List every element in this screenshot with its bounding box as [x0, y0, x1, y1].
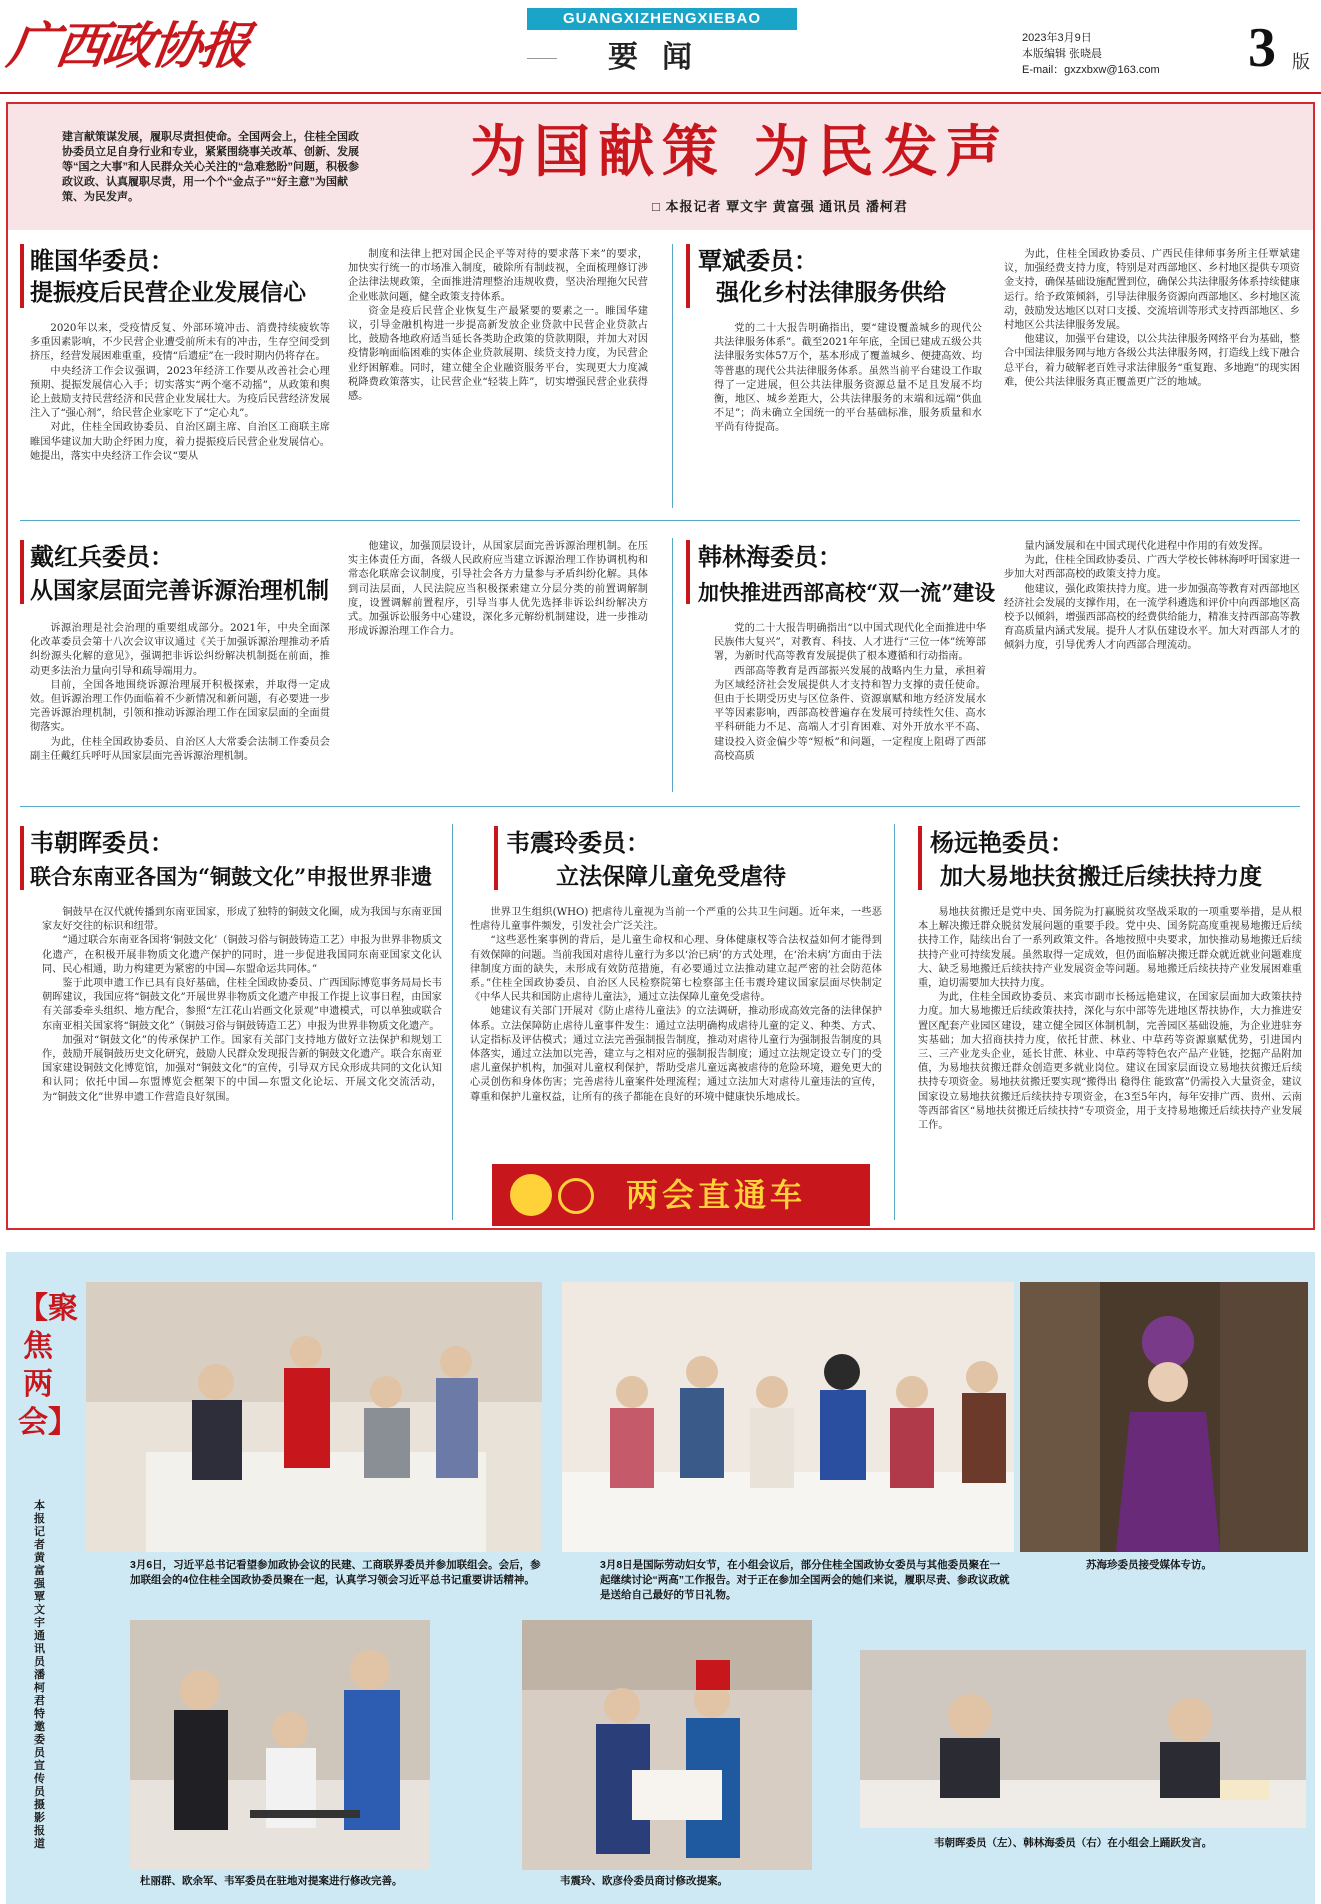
page-editor: 本版编辑 张晓晨: [1022, 48, 1103, 60]
row-divider: [20, 806, 1300, 807]
article-title: 联合东南亚各国为“铜鼓文化”申报世界非遗: [30, 864, 433, 889]
article-body-col2: 他建议，加强顶层设计，从国家层面完善诉源治理机制。在压实主体责任方面，各级人民政府应当建立诉源治理工作协调机构和常态化联席会议制度，引导社会各方力量参与矛盾纠纷化解。具体到司法层面，人民法院应当积极探索建立分层分类的前置调解制度，设置调解前置程序，引导当事人优先选择非诉讼纠纷解决方式。加强诉讼服务中心建设，深化多元解纷机制建设，进一步推动形成诉源治理工作合力。: [348, 541, 648, 638]
article-body: 世界卫生组织(WHO) 把虐待儿童视为当前一个严重的公共卫生问题。近年来，一些恶性虐待儿童事件频发，引发社会广泛关注。 “这些恶性案事例的背后，是儿童生命权和心理、身体健康权等合法权益如何才能得到有效保障的问题。当前我国对虐待儿童行为多以‘治已病’的方式处理，在‘治未病’方面由于法律制度方面的缺失，未形成有效防范措施，有必要通过立法推动建立起严密的社会防范体系。”住桂全国政协委员、自治区人民检察院第七检察部主任韦震玲建议国家层面尽快制定《中华人民共和国防止虐待儿童法》，通过立法保障儿童免受虐待。 她建议有关部门开展对《防止虐待儿童法》的立法调研，推动形成高效完备的法律保护体系。立法保障防止虐待儿童事件发生：通过立法明确构成虐待儿童的定义、种类、方式、认定指标及评估模式；通过立法完善强制报告制度，推动对虐待儿童行为强制报告制度的具体落实，通过立法加以完善，建立与之相对应的强制报告制度；通过立法规定设立专门的受虐儿童保护机构，加强对儿童权利保护，帮助受虐儿童远离被虐待的危险环境，避免更大的心灵创伤和身体伤害；完善虐待儿童案件处理流程；通过立法加大对虐待儿童违法的宣传，尊重和保护儿童权益，让所有的孩子都能在良好的环境中健康快乐地成长。: [470, 907, 882, 1103]
column-divider: [672, 244, 673, 508]
article-title: 立法保障儿童免受虐待: [556, 863, 786, 890]
photo-proposal-revision: [130, 1620, 430, 1870]
article-body: 易地扶贫搬迁是党中央、国务院为打赢脱贫攻坚战采取的一项重要举措，是从根本上解决搬迁群众脱贫发展问题的重要手段。党中央、国务院高度重视易地搬迁后续扶持工作，陆续出台了一系列政策文件。各地按照中央要求，加快推动易地搬迁后续扶持产业可持续发展。虽然取得一定成效，但仍面临解决搬迁群众就近就业问题难度大、缺乏易地搬迁后续扶持产业发展资金等问题。易地搬迁后续扶持产业发展困难重重，迫切需要加大扶持力度。 为此，住桂全国政协委员、来宾市副市长杨远艳建议，在国家层面加大政策扶持力度。加大易地搬迁后续政策扶持，深化与东中部等先进地区帮扶协作，大力推进安置区配套产业园区建设，建立健全园区体制机制，完善园区基础设施，为企业进驻夯实基础；加大招商扶持力度，依托甘蔗、林业、中草药等资源禀赋优势，引进国内三、三产业龙头企业，延长甘蔗、林业、中草药等特色农产品产业链，挖掘产品附加值，为易地扶贫搬迁群众创造更多就业岗位。建议在国家层面设立易地扶贫搬迁后续扶持专项资金。易地扶贫搬迁要实现“搬得出 稳得住 能致富”仍需投入大量资金，建议国家设立易地扶贫搬迁后续扶持专项资金，在3至5年内，每年安排广西、贵州、云南等西部省区“易地扶贫搬迁后续扶持”专项资金，用于支持易地搬迁后续扶持产业发展工作。: [918, 907, 1302, 1132]
lianghui-banner: [492, 1164, 870, 1226]
issue-meta: [1022, 30, 1160, 78]
article-body-col2: 制度和法律上把对国企民企平等对待的要求落下来”的要求，加快实行统一的市场准入制度，破除所有制歧视，全面梳理修订涉企法律法规政策，全面推进清理整治违规收费，坚决治理拖欠民营企业账款问题，健全政策支持体系。 资金是疫后民营企业恢复生产最紧要的要素之一。睢国华建议，引导金融机构进一步提高新发放企业贷款中民营企业贷款占比，鼓励各地政府适当延长各类助企政策的贷款期限，并加大对因疫情影响面临困难的实体企业贷款展期、续贷支持力度，为民营企业纾困解难。同时，建立健全企业融资服务平台，实现更大力度减税降费政策落实，让民营企业“轻装上阵”，切实增强民营企业获得感。: [348, 249, 648, 403]
row-divider: [20, 520, 1300, 521]
article-title: 提振疫后民营企业发展信心: [30, 279, 306, 306]
banner-text: 两会直通车: [625, 1176, 806, 1214]
cppcc-emblem-icon: [558, 1178, 594, 1214]
article-marker: [494, 826, 498, 890]
photo-caption: 韦朝晖委员（左）、韩林海委员（右）在小组会上踊跃发言。: [934, 1837, 1213, 1849]
issue-date: 2023年3月9日: [1022, 32, 1092, 44]
photo-group-meeting: [860, 1650, 1306, 1828]
article-kicker: 韦朝晖委员：: [30, 828, 174, 857]
article-body-col2: 量内涵发展和在中国式现代化进程中作用的有效发挥。 为此，住桂全国政协委员、广西大学校长韩林海呼吁国家进一步加大对西部高校的政策支持力度。 他建议，强化政策扶持力度。进一步加强高等教育对西部地区经济社会发展的支撑作用，在一流学科遴选和评价中向西部地区高校予以倾斜，增强西部高校的经费供给能力，精准支持西部高等教育高质量内涵式发展。提升人才队伍建设水平。加大对西部人才的倾斜力度，引导优秀人才向西部合理流动。: [1004, 541, 1300, 652]
photo-proposal-discussion: [522, 1620, 812, 1870]
photo-women-delegates: [562, 1282, 1014, 1552]
photo-delegates-study: [86, 1282, 542, 1552]
photo-image: [522, 1620, 812, 1870]
article-marker: [686, 540, 690, 604]
article-body: 铜鼓早在汉代就传播到东南亚国家，形成了独特的铜鼓文化圈，成为我国与东南亚国家友好交往的标识和纽带。 “通过联合东南亚各国将‘铜鼓文化’（铜鼓习俗与铜鼓铸造工艺）申报为世界非物质文化遗产，在积极开展非物质文化遗产保护的同时，进一步促进我国同东南亚国家文化认同、民心相通，助力构建更为紧密的中国—东盟命运共同体。” 鉴于此项申遗工作已具有良好基础，住桂全国政协委员、广西国际博览事务局局长韦朝晖建议，我国应将“铜鼓文化”开展世界非物质文化遗产申报工作提上议事日程，由国家有关部委牵头组织、地方配合，参照“左江花山岩画文化景观”申遗模式，可以单独或联合东南亚相关国家将“铜鼓文化”（铜鼓习俗与铜鼓铸造工艺）申报为世界非物质文化遗产。 加强对“铜鼓文化”的传承保护工作。国家有关部门支持地方做好立法保护和规划工作，鼓励开展铜鼓历史文化研究，鼓励人民群众发现报告新的铜鼓文化遗产。联合东南亚国家建设铜鼓文化博览馆，加强对“铜鼓文化”的宣传，引导双方民众形成共同的文化认知和认同；依托中国—东盟博览会框架下的中国—东盟文化论坛、开展文化交流活动，为“铜鼓文化”世界申遗工作营造良好氛围。: [42, 907, 442, 1103]
column-divider: [452, 824, 453, 1220]
contact-email[interactable]: E-mail：gxzxbxw@163.com: [1022, 64, 1160, 76]
column-divider: [672, 538, 673, 792]
article-title: 加快推进西部高校“双一流”建设: [698, 580, 996, 605]
photo-image: [86, 1282, 542, 1552]
feature-title: 为国献策 为民发声: [470, 119, 1010, 185]
article-kicker: 睢国华委员：: [30, 246, 174, 275]
article-title: 强化乡村法律服务供给: [716, 279, 946, 306]
article-kicker: 戴红兵委员：: [30, 542, 174, 571]
article-title: 加大易地扶贫搬迁后续扶持力度: [940, 863, 1262, 890]
column-divider: [894, 824, 895, 1220]
article-marker: [20, 826, 24, 890]
masthead-rule: [0, 92, 1321, 94]
page-number: 3: [1248, 17, 1276, 79]
section-title: 要闻: [527, 32, 797, 84]
article-kicker: 杨远艳委员：: [930, 828, 1074, 857]
photo-image: [130, 1620, 430, 1870]
article-body-col1: 党的二十大报告明确指出，要“建设覆盖城乡的现代公共法律服务体系”。截至2021年年底，全国已建成五级公共法律服务实体57万个，基本形成了覆盖城乡、便捷高效、均等普惠的现代公共法律服务体系。虽然当前平台建设工作取得了一定进展，但公共法律服务资源总量不足且发展不均衡，地区、城乡差距大，公共法律服务的末端和远端“供血不足”；尚未确立全国统一的平台基础标准，服务质量和水平尚有待提高。: [714, 323, 982, 434]
photo-caption: 苏海珍委员接受媒体专访。: [1086, 1559, 1212, 1571]
photo-image: [1020, 1282, 1308, 1552]
article-marker: [918, 826, 922, 890]
article-body-col1: 党的二十大报告明确指出“以中国式现代化全面推进中华民族伟大复兴”，对教育、科技、人才进行“三位一体”统筹部署，为新时代高等教育发展提供了根本遵循和行动指南。 西部高等教育是西部振兴发展的战略内生力量，承担着为区域经济社会发展提供人才支持和智力支撑的责任使命。但由于长期受历史与区位条件、资源禀赋和地方经济发展水平等因素影响，西部高校普遍存在发展可持续性欠佳、高水平科研能力不足、高端人才引育困难、对外开放水平不高、建设投入资金偏少等“短板”和问题，一定程度上阻碍了西部高校高质: [714, 623, 986, 762]
article-title: 从国家层面完善诉源治理机制: [30, 577, 329, 604]
feature-byline: □ 本报记者 覃文宇 黄富强 通讯员 潘柯君: [652, 199, 908, 214]
photo-credits: 本报记者 黄富强 覃文宇 通讯员 潘柯君 特邀委员宣传员 摄影报道: [34, 1500, 45, 1850]
article-body-col2: 为此，住桂全国政协委员、广西民佳律师事务所主任覃斌建议，加强经费支持力度，特别是对西部地区、乡村地区提供专项资金支持，确保基础设施配置到位，确保公共法律服务体系持续健康运行。给予政策倾斜，引导法律服务资源向西部地区、乡村地区流动，鼓励发达地区以对口支援、交流培训等形式支持西部地区、乡村地区公共法律服务发展。 他建议，加强平台建设，以公共法律服务网络平台为基础，整合中国法律服务网与地方各级公共法律服务网，打造线上线下融合总平台，着力破解老百姓寻求法律服务“重复跑、多地跑”的现实困难，使公共法律服务真正覆盖更广泛的地域。: [1004, 249, 1300, 388]
national-emblem-icon: [510, 1174, 552, 1216]
focus-label: 【聚焦两会】: [18, 1291, 78, 1440]
photo-caption: 3月8日是国际劳动妇女节，在小组会议后，部分住桂全国政协女委员与其他委员聚在一起继续讨论“两高”工作报告。对于正在参加全国两会的她们来说，履职尽责、参政议政就是送给自己最好的节日礼物。: [600, 1559, 1010, 1601]
article-kicker: 韩林海委员：: [698, 542, 842, 571]
photo-image: [562, 1282, 1014, 1552]
article-marker: [20, 540, 24, 604]
photo-image: [860, 1650, 1306, 1828]
photo-su-haizhen-interview: [1020, 1282, 1308, 1552]
feature-lead: 建言献策谋发展，履职尽责担使命。全国两会上，住桂全国政协委员立足自身行业和专业，紧紧围绕事关改革、创新、发展等“国之大事”和人民群众关心关注的“急难愁盼”问题，积极参政议政、认真履职尽责，用一个个“金点子”“好主意”为国献策、为民发声。: [62, 131, 359, 203]
article-marker: [20, 244, 24, 308]
article-body-col1: 诉源治理是社会治理的重要组成部分。2021年，中央全面深化改革委员会第十八次会议审议通过《关于加强诉源治理推动矛盾纠纷源头化解的意见》，强调把非诉讼纠纷解决机制挺在前面，推动更多法治力量向引导和疏导端用力。 目前，全国各地围绕诉源治理展开积极探索，并取得一定成效。但诉源治理工作仍面临着不少新情况和新问题，有必要进一步完善诉源治理机制，引领和推动诉源治理工作在国家层面的全面贯彻落实。 为此，住桂全国政协委员、自治区人大常委会法制工作委员会副主任戴红兵呼吁从国家层面完善诉源治理机制。: [30, 623, 330, 762]
article-body-col1: 2020年以来，受疫情反复、外部环境冲击、消费持续疲软等多重因素影响，不少民营企业遭受前所未有的冲击，生存空间受到挤压，经营发展困难重重，疫情“后遗症”在一段时期内仍将存在。 中央经济工作会议强调，2023年经济工作要从改善社会心理预期、提振发展信心入手；切实落实“两个毫不动摇”，从政策和舆论上鼓励支持民营经济和民营企业发展壮大。为疫后民营经济发展注入了“强心剂”，给民营企业家吃下了“定心丸”。 对此，住桂全国政协委员、自治区副主席、自治区工商联主席睢国华建议加大助企纾困力度，着力提振疫后民营企业发展信心。她提出，落实中央经济工作会议“要从: [30, 323, 330, 462]
newspaper-logo: 广西政协报: [3, 16, 253, 75]
photo-caption: 杜丽群、欧余军、韦军委员在驻地对提案进行修改完善。: [140, 1875, 403, 1887]
article-marker: [686, 244, 690, 308]
article-kicker: 覃斌委员：: [698, 246, 818, 275]
page-suffix: 版: [1292, 52, 1310, 73]
masthead-pinyin: GUANGXIZHENGXIEBAO: [527, 8, 797, 30]
photo-caption: 韦震玲、欧彦伶委员商讨修改提案。: [560, 1875, 728, 1887]
photo-caption: 3月6日，习近平总书记看望参加政协会议的民建、工商联界委员并参加联组会。会后，参加联组会的4位住桂全国政协委员聚在一起，认真学习领会习近平总书记重要讲话精神。: [130, 1559, 541, 1586]
article-kicker: 韦震玲委员：: [506, 828, 650, 857]
